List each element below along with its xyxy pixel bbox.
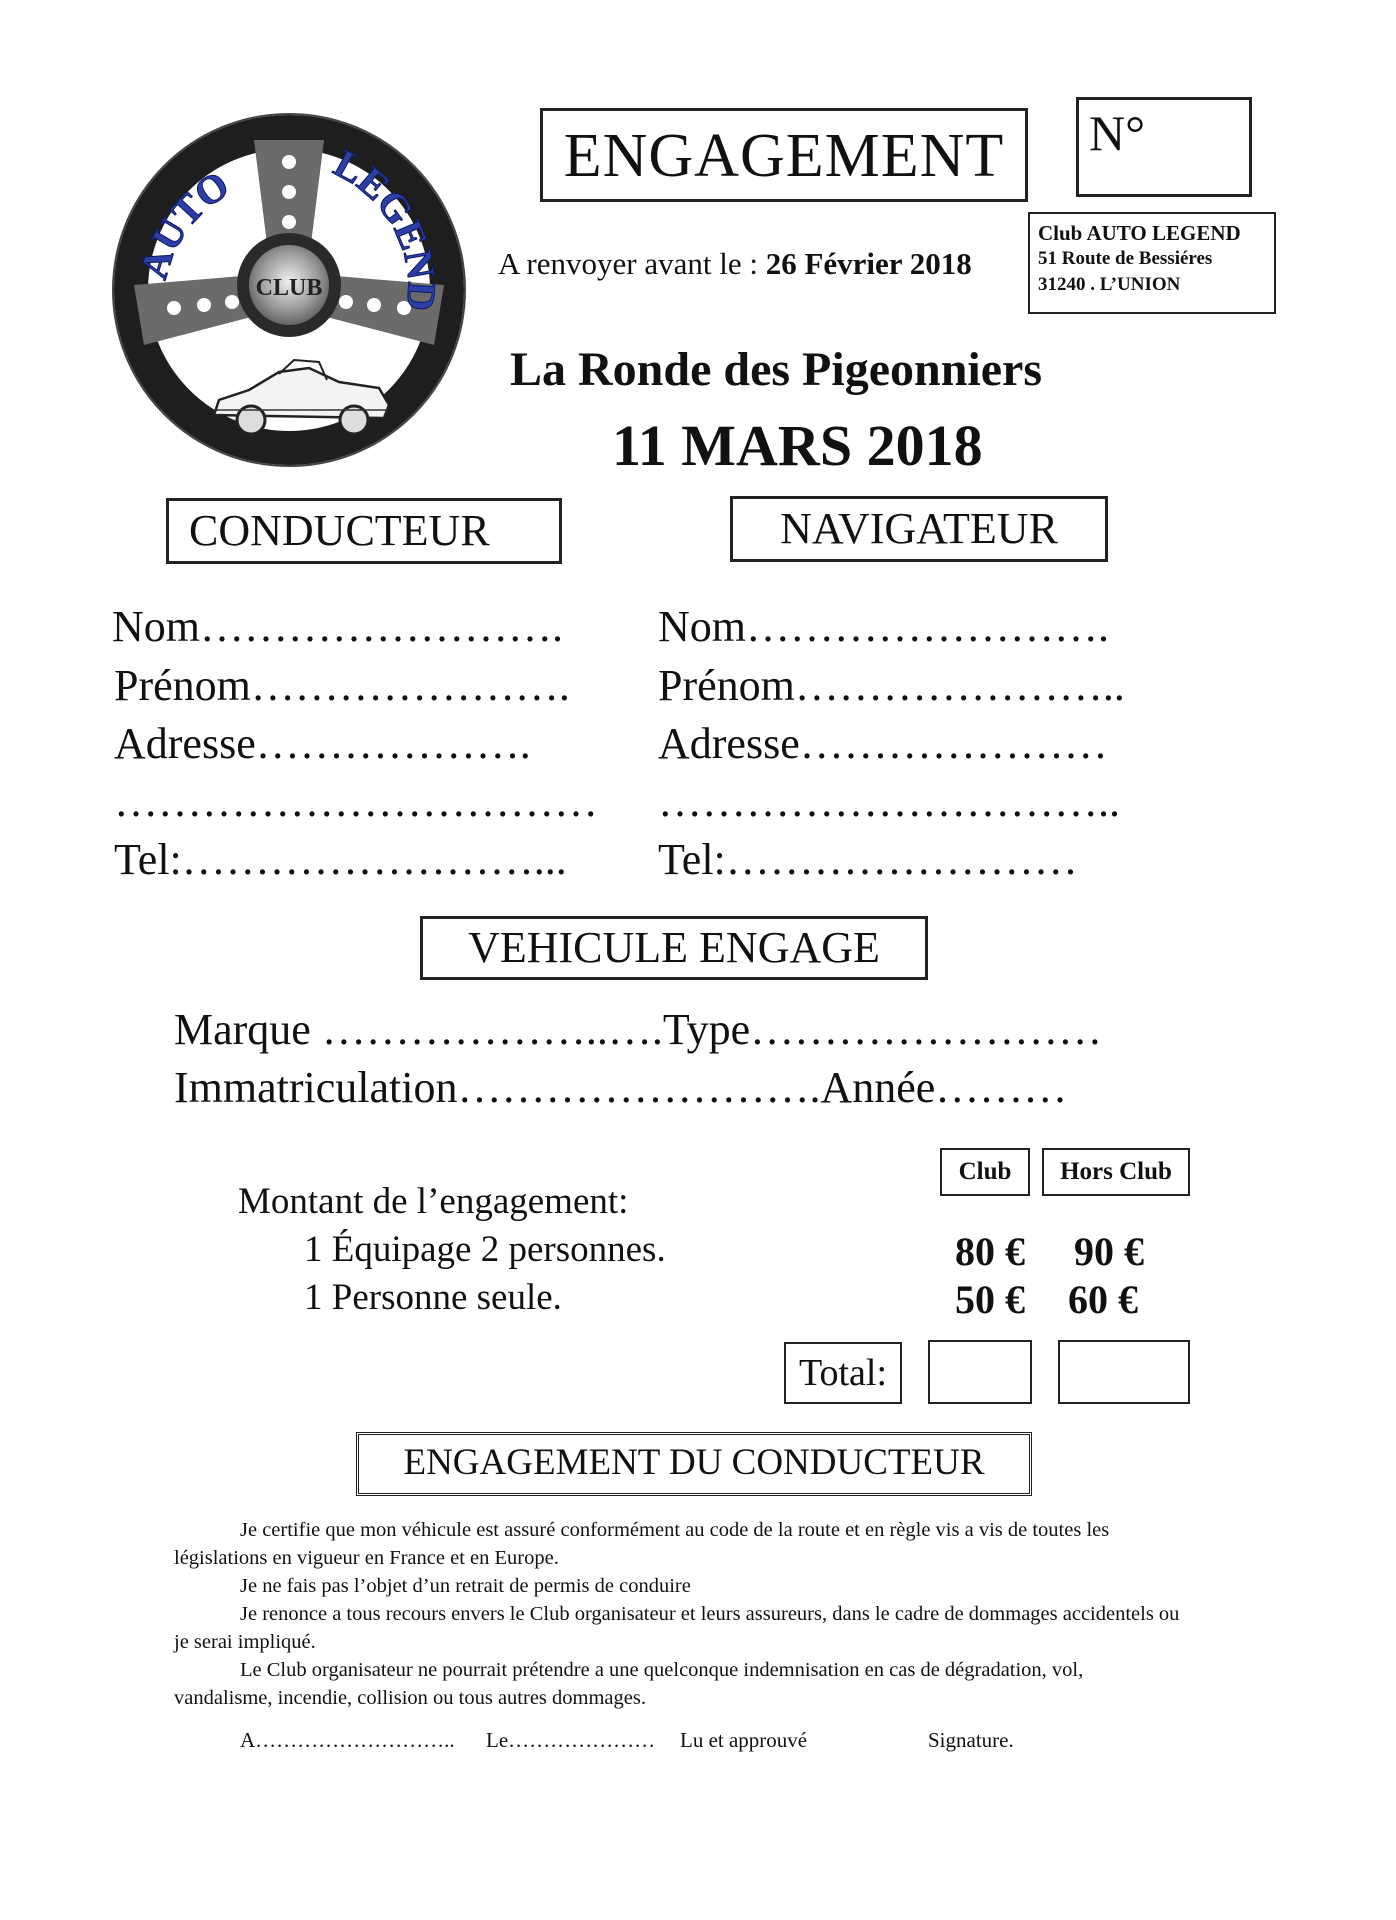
col-hors-club-box xyxy=(1042,1148,1190,1196)
col-club-box xyxy=(940,1148,1030,1196)
total-label: Total: xyxy=(798,1352,888,1394)
fee-row-2-label: 1 Personne seule. xyxy=(304,1277,562,1318)
navigator-tel-field[interactable]: Tel:…………………… xyxy=(658,835,1078,884)
steering-wheel-icon xyxy=(104,110,474,470)
number-box[interactable] xyxy=(1076,97,1252,197)
navigator-heading-box xyxy=(730,496,1108,562)
club-logo xyxy=(104,110,474,470)
address-line-2: 51 Route de Bessiéres xyxy=(1038,248,1213,269)
fee-row-1-club: 80 € xyxy=(955,1229,1025,1274)
event-name: La Ronde des Pigeonniers xyxy=(510,343,1043,396)
fees-label: Montant de l’engagement: xyxy=(238,1181,629,1222)
commitment-text xyxy=(174,1516,1184,1712)
fee-row-2-club: 50 € xyxy=(955,1277,1025,1322)
signature-a-field[interactable]: A……………………….. xyxy=(240,1728,455,1752)
navigator-heading: NAVIGATEUR xyxy=(780,504,1058,553)
vehicle-immat-annee-field[interactable]: Immatriculation…………………….Année……… xyxy=(174,1063,1068,1112)
return-date: 26 Février 2018 xyxy=(765,246,972,281)
vehicle-marque-type-field[interactable]: Marque ………………..….Type…………………… xyxy=(174,1005,1103,1054)
signature-le-field[interactable]: Le………………… xyxy=(486,1728,656,1752)
logo-hub-text: CLUB xyxy=(255,275,323,301)
return-line xyxy=(498,246,972,282)
driver-heading-box xyxy=(166,498,562,564)
driver-adresse2-field[interactable]: …………………………… xyxy=(114,777,598,826)
fee-row-1-hors-club: 90 € xyxy=(1074,1229,1144,1274)
return-label: A renvoyer avant le : xyxy=(498,246,758,281)
commitment-p3: Je renonce a tous recours envers le Club organisateur et leurs assureurs, dans le cadre de dommages accidentels ou je serai impliqué. xyxy=(174,1603,1180,1653)
commitment-heading: ENGAGEMENT DU CONDUCTEUR xyxy=(403,1442,985,1483)
signature-lu-label: Lu et approuvé xyxy=(680,1728,808,1752)
driver-heading: CONDUCTEUR xyxy=(189,506,490,555)
col-club-label: Club xyxy=(958,1158,1012,1185)
total-label-box xyxy=(784,1342,902,1404)
address-line-1: Club AUTO LEGEND xyxy=(1038,221,1241,245)
club-address-box xyxy=(1028,212,1276,314)
commitment-p4: Le Club organisateur ne pourrait prétendre a une quelconque indemnisation en cas de dégradation, vol, vandalisme, incendie, collision ou tous autres dommages. xyxy=(174,1659,1084,1709)
total-hors-club-box[interactable] xyxy=(1058,1340,1190,1404)
fee-row-2-hors-club: 60 € xyxy=(1068,1277,1138,1322)
logo-auto-text: AUTO xyxy=(130,161,237,284)
total-club-box[interactable] xyxy=(928,1340,1032,1404)
logo-legend-text: LEGEND xyxy=(326,140,445,313)
commitment-heading-box xyxy=(356,1432,1032,1496)
vehicle-heading-box xyxy=(420,916,928,980)
signature-label[interactable]: Signature. xyxy=(928,1728,1014,1752)
col-hors-club-label: Hors Club xyxy=(1060,1158,1172,1185)
vehicle-heading: VEHICULE ENGAGE xyxy=(468,923,880,972)
event-date: 11 MARS 2018 xyxy=(612,413,983,478)
navigator-prenom-field[interactable]: Prénom………………….. xyxy=(658,661,1125,710)
car-icon xyxy=(214,360,389,434)
number-label: N° xyxy=(1089,105,1146,161)
page-title: ENGAGEMENT xyxy=(563,122,1005,190)
commitment-p2: Je ne fais pas l’objet d’un retrait de permis de conduire xyxy=(240,1575,691,1597)
title-box xyxy=(540,108,1028,202)
driver-prenom-field[interactable]: Prénom…………………. xyxy=(114,661,570,710)
navigator-nom-field[interactable]: Nom……………………. xyxy=(658,602,1109,651)
navigator-adresse-field[interactable]: Adresse………………… xyxy=(658,719,1108,768)
address-line-3: 31240 . L’UNION xyxy=(1038,274,1181,295)
commitment-p1: Je certifie que mon véhicule est assuré conformément au code de la route et en règle vis a vis de toutes les législations en vigueur en France et en Europe. xyxy=(174,1519,1110,1569)
driver-adresse-field[interactable]: Adresse………………. xyxy=(114,719,531,768)
driver-nom-field[interactable]: Nom……………………. xyxy=(112,602,563,651)
navigator-adresse2-field[interactable]: ………………………….. xyxy=(658,777,1120,826)
fee-row-1-label: 1 Équipage 2 personnes. xyxy=(304,1229,666,1270)
driver-tel-field[interactable]: Tel:……………………... xyxy=(114,835,567,884)
